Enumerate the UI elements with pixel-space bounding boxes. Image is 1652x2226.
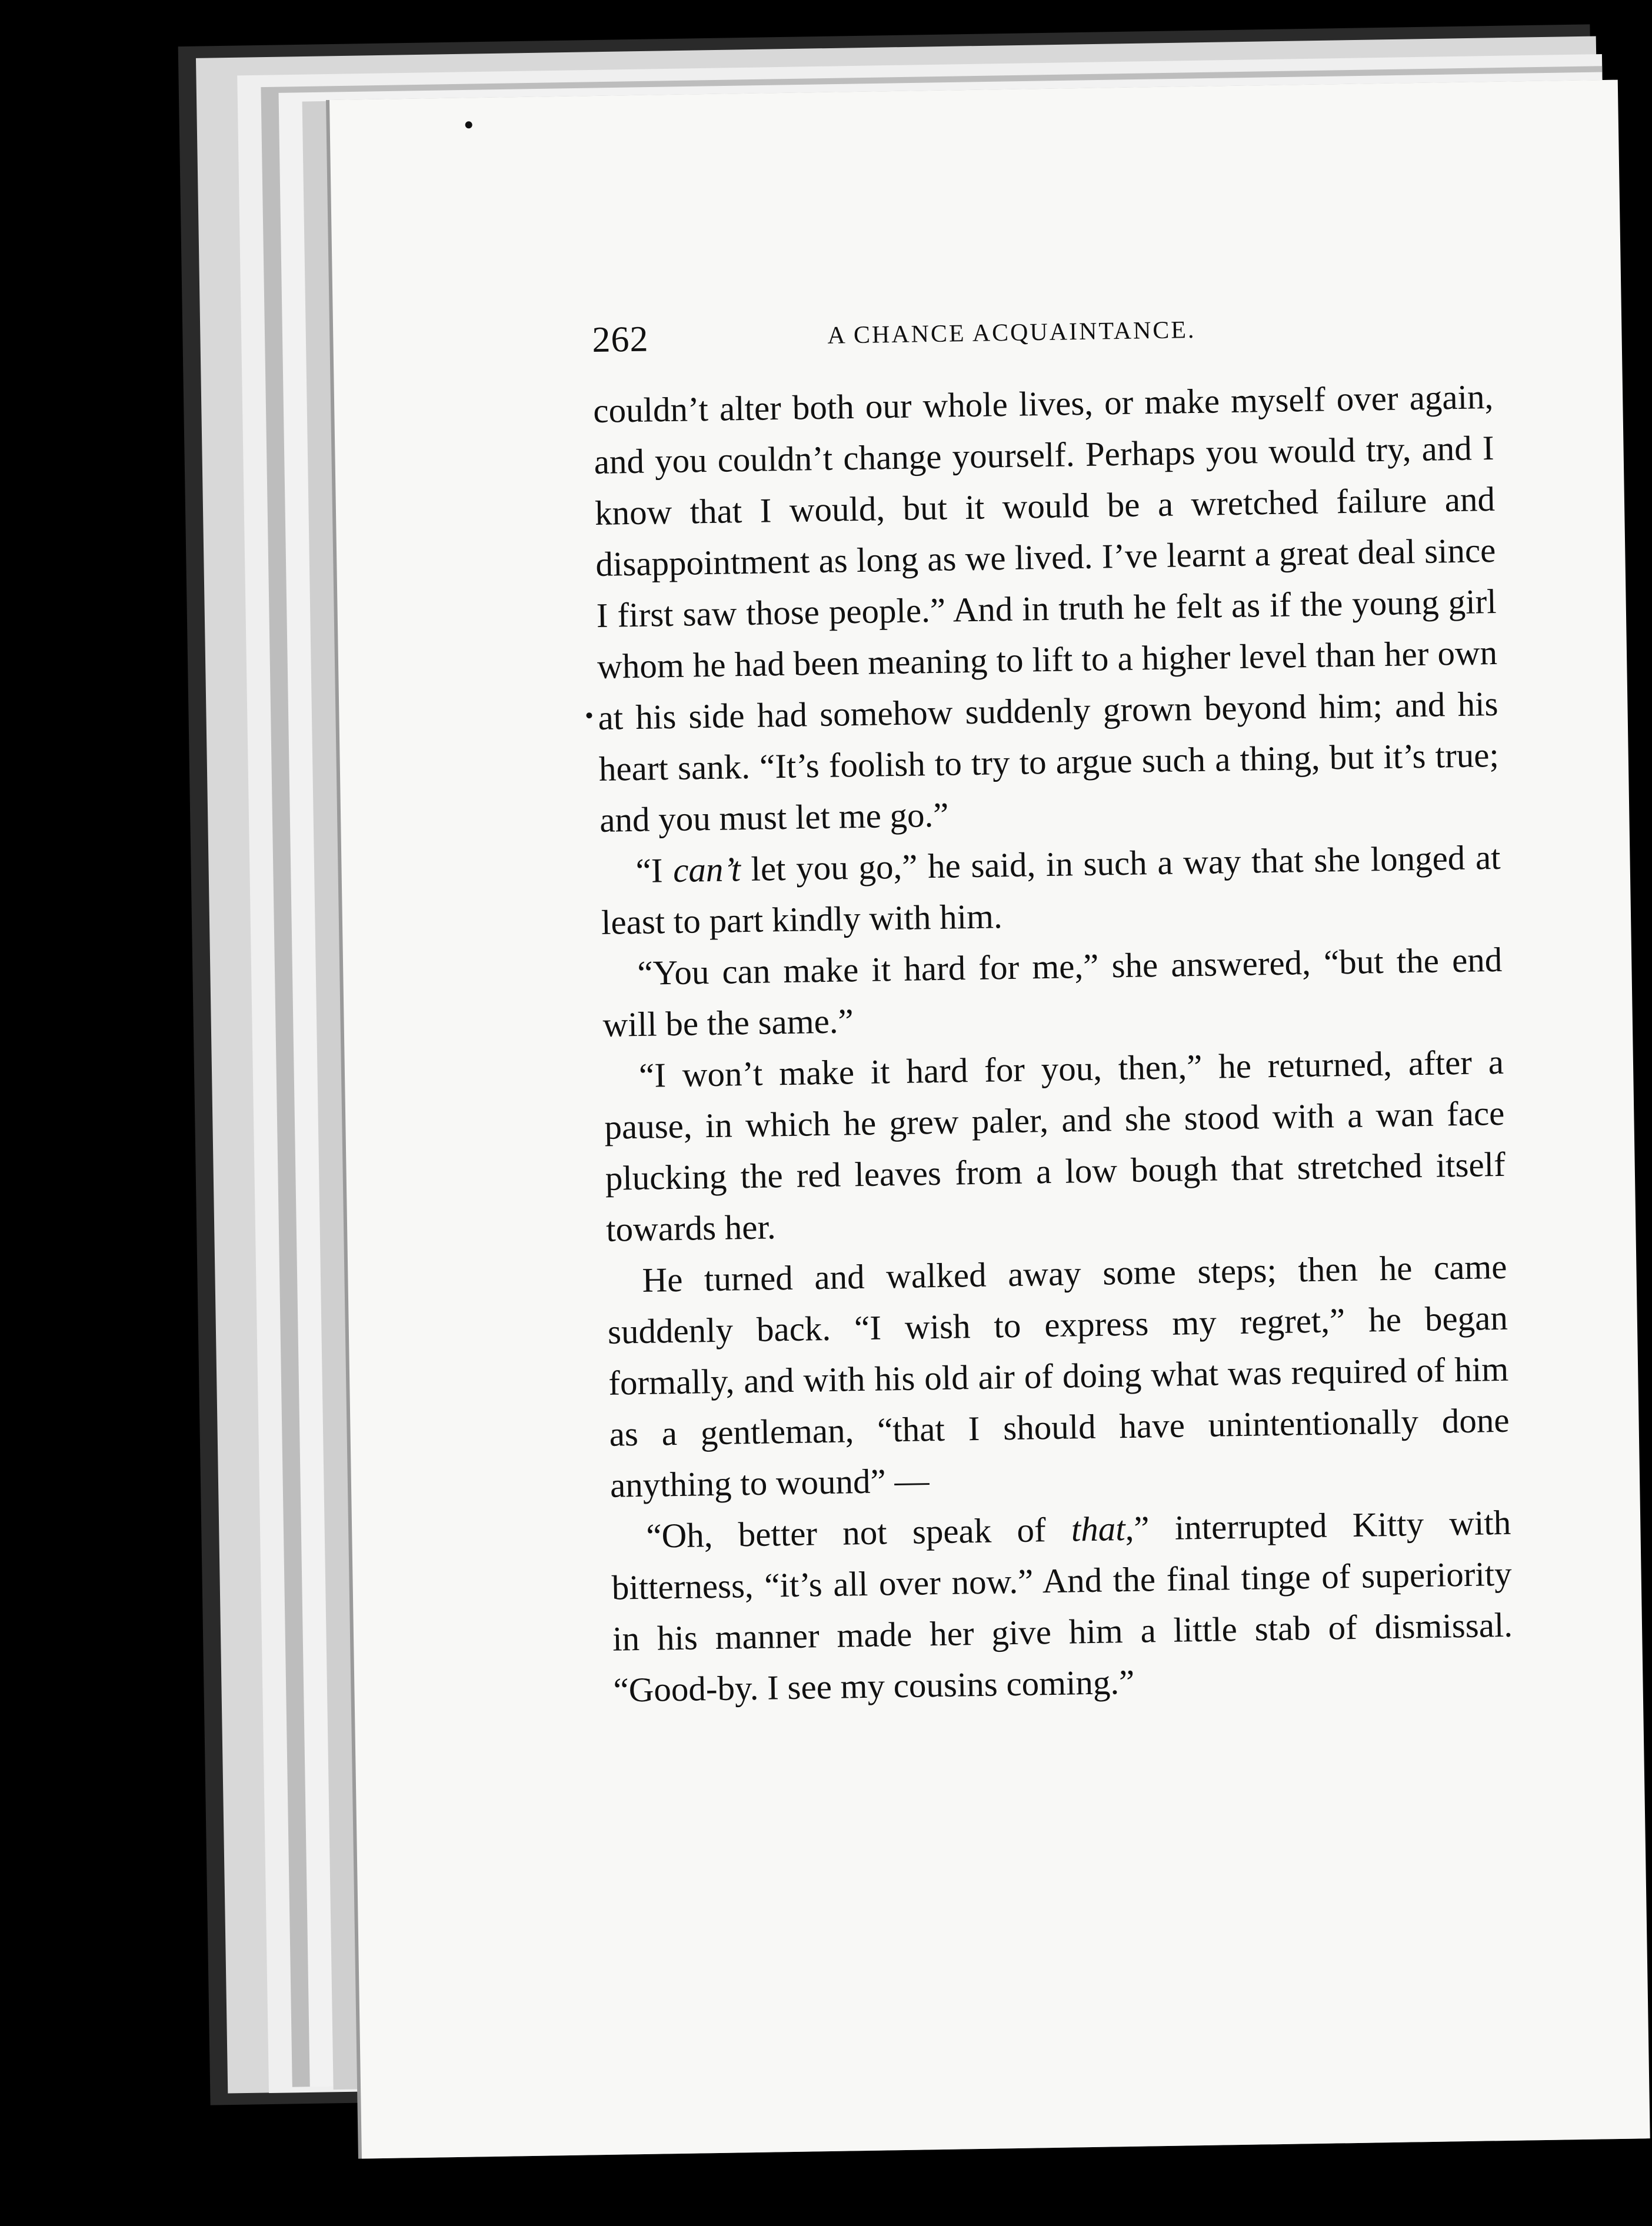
paragraph-text: couldn’t alter both our whole lives, or make myself over again, and you couldn’t change yourself. Perhaps you would try, and I know that I would, but it would be a wretched failure and disappointment as long as we lived. I’ve learnt a great deal since I first saw those people.” And in truth he felt as if the young girl whom he had been meaning to lift to a higher level than her own at his side had somehow suddenly grown beyond him; and his heart sank. “It’s foolish to try to argue such a thing, but it’s true; and you must let me go.”: [592, 376, 1500, 839]
paragraph: [600, 832, 1502, 948]
paragraph-text: ,” interrupted Kitty with bitterness, “it’s all over now.” And the final tinge of superiority in his manner made her give him a little stab of dismissal. “Good-by. I see my cousins coming.”: [611, 1502, 1513, 1710]
ink-speck: [586, 712, 592, 718]
paragraph: [607, 1241, 1511, 1511]
ink-speck: [465, 121, 472, 128]
paragraph-text: “You can make it hard for me,” she answered, “but the end will be the same.”: [602, 939, 1503, 1044]
paragraph: [603, 1037, 1506, 1255]
paragraph: [602, 934, 1504, 1051]
paragraph: [611, 1497, 1514, 1716]
paragraph-text: “Oh, better not speak of: [645, 1509, 1072, 1555]
paragraph: [593, 371, 1500, 846]
paragraph-text: He turned and walked away some steps; then he came suddenly back. “I wish to express my regret,” he began formally, and with his old air of doing what was required of him as a gentleman, “that I should have unintentionally done anything to wound” —: [607, 1247, 1510, 1505]
paragraph-text: “I won’t make it hard for you, then,” he returned, after a pause, in which he grew paler, and she stood with a wan face plucking the red leaves from a low bough that stretched itself towards her.: [604, 1042, 1506, 1249]
page-number: 262: [591, 319, 649, 361]
page-content: [592, 305, 1514, 1716]
italic-text: can’t: [672, 849, 741, 889]
italic-text: that: [1071, 1509, 1126, 1549]
book-page: [329, 80, 1650, 2159]
body-text: [593, 371, 1514, 1716]
paragraph-text: “I: [635, 850, 674, 890]
page-header: A CHANCE ACQUAINTANCE.: [827, 316, 1196, 349]
running-head: [592, 305, 1493, 372]
paragraph-text: let you go,” he said, in such a way that she longed at least to part kindly with him.: [601, 837, 1501, 942]
